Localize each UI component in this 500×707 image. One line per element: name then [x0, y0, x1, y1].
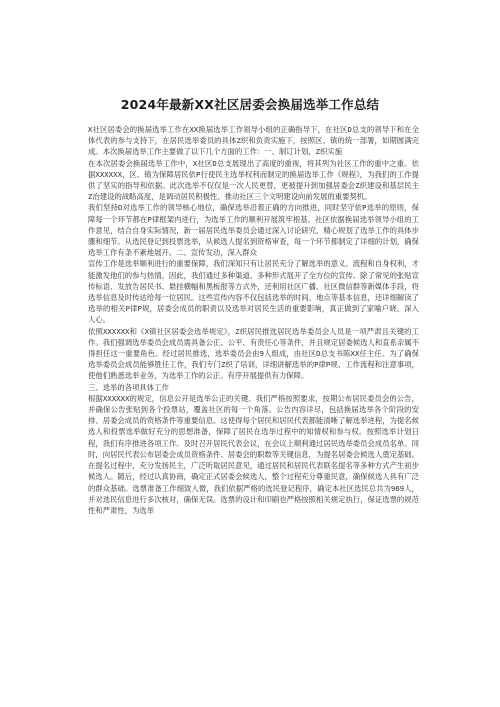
section-heading-3: 三、选举的各项具体工作	[88, 382, 169, 392]
paragraph-5: 依照XXXXXX和《X镇社区居委会选举规定》，Z织居民推选居民选举委员会人员是一项严肃且关键的工作。我们强调选举委员会成员需具备公正、公平、有责任心等条件，并且规定居委候选人和直系亲属不得担任这一重要角色。经过居民推选，选举委员会由9人组成，由社区D总支书陈XX任主任。为了确保选举委员会成员能够胜任工作，我们专门Z织了培训，详细讲解选举的P律P规、工作流程和注意事项，使他们熟悉选举业务，为选举工作的公正、有序开展提供有力保障。	[88, 326, 419, 381]
paragraph-3: 我们坚持D对选举工作的领导核心地位，确保选举沿着正确的方向推进，同时坚守依P选举的原则，保障每一个环节都在P律框架内进行，为选举工作的顺利开展筑牢根基。社区依据换届选举领导小组的工作意见，结合自身实际情况，新一届居民选举委员会通过深入讨论研究，精心规划了选举工作的具体步骤和细节。从选民登记到投票选举，从候选人提名到资格审查，每一个环节都制定了详细的计划，确保选举工作有条不紊地展开。二、宣传发动，深入群众	[88, 203, 419, 258]
document-title: 2024年最新XX社区居委会换届选举工作总结	[120, 97, 380, 112]
paragraph-4: 宣传工作是选举顺利进行的重要保障，我们深知只有让居民充分了解选举的意义、流程和自身权利，才能激发他们的参与热情。因此，我们通过多种渠道、多种形式展开了全方位的宣传。除了常见的张贴宣传标语、发放告居民书、悬挂横幅和黑板报等方式外，还利用社区广播、社区微信群等新媒体手段，将选举信息及时传达给每一位居民。这些宣传内容不仅包括选举的时间、地点等基本信息，还详细解读了选举的相关P律P规，居委会成员的职责以及选举对居民生活的重要影响，真正做到了家喻户晓、深入人心。	[88, 259, 419, 325]
paragraph-6: 根据XXXXXX的规定，信息公开是选举公正的关键。我们严格按照要求，按期公布居民委员会的公告，并确保公告张贴到各个投票站，覆盖社区的每一个角落。公告内容详尽，包括换届选举各个阶段的安排、居委会成员的资格条件等重要信息。这使得每个居民和居民代表都能清晰了解选举进程，为提名候选人和投票选举做好充分的思想准备，保障了居民在选举过程中的知情权和参与权。按照选举计划日程，我们有序推进各项工作。及时召开居民代表会议，在会议上顺利通过居民选举委员会成员名单。同时，向居民代表公布居委会成员资格条件、居委会的职数等关键信息，为提名居委会候选人奠定基础。在提名过程中，充分发扬民主，广泛听取居民意见，通过居民和居民代表联名提名等多种方式产生初步候选人。随后，经过认真协商，确定正式居委会候选人，整个过程充分尊重民意，确保候选人具有广泛的群众基础。选票准备工作细致入微，我们依据严格的选民登记程序，确定本社区选民总共为969人，并对选民信息进行多次核对，确保无误。选票的设计和印刷也严格按照相关规定执行，保证选票的规范性和严肃性，为选举	[88, 393, 419, 515]
document-body	[88, 124, 419, 702]
paragraph-2: 在本次居委会换届选举工作中，X社区D总支展现出了高度的重视，将其列为社区工作的重中之重。依据XXXXXX，区、镇为保障居民依P行使民主选举权利而制定的换届选举工作《规程》，为我们的工作提供了坚实的指导和依据。此次选举不仅仅是一次人民更替，更被提升到加强居委会Z织建设和基层民主Z治建设的战略高度，是调动居民积极性、推动社区三个文明建设向前发展的重要契机。	[88, 158, 419, 202]
paragraph-1: X社区居委会的换届选举工作在XX换届选举工作领导小组的正确指导下，在社区D总支的领导下和在全体代表的参与支持下，在居民选举委员的具体Z织和负责实施下，按照区、镇的统一部署，如期圆满完成。本次换届选举工作主要做了以下几个方面的工作：一、制订计划，Z织实施	[88, 125, 419, 157]
